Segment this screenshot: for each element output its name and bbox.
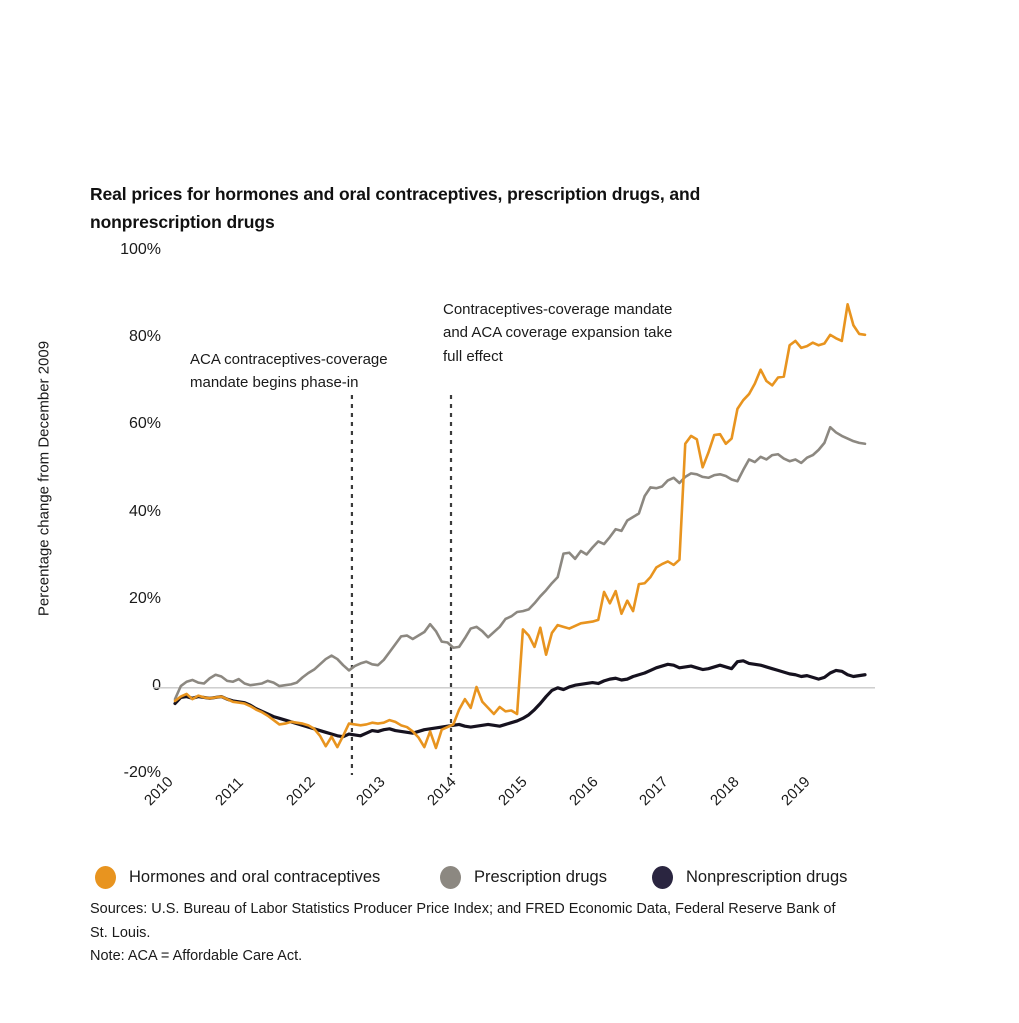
y-axis-title: Percentage change from December 2009: [35, 340, 53, 617]
note-line: Note: ACA = Affordable Care Act.: [90, 948, 303, 965]
x-tick-label: 2010: [141, 773, 177, 810]
legend-swatch-icon: [440, 866, 461, 889]
legend-item[interactable]: [652, 860, 847, 894]
x-tick-label: 2013: [353, 773, 389, 810]
legend-item[interactable]: [440, 860, 607, 894]
x-tick-label: 2017: [636, 773, 672, 810]
y-tick-label: 40%: [128, 502, 161, 520]
annotation-line: and ACA coverage expansion take: [443, 324, 673, 342]
page-title: Real prices for hormones and oral contraceptives, prescription drugs, and nonprescription drugs: [90, 184, 701, 233]
annotation-line: ACA contraceptives-coverage: [190, 351, 388, 368]
legend-swatch-icon: [652, 866, 673, 889]
x-tick-label: 2018: [707, 773, 743, 810]
y-tick-label: 20%: [128, 589, 161, 607]
x-tick-label: 2016: [565, 773, 602, 810]
legend-label: Nonprescription drugs: [686, 867, 848, 886]
annotation-line: full effect: [443, 347, 503, 365]
legend-item[interactable]: [95, 860, 380, 894]
legend-label: Prescription drugs: [474, 867, 607, 886]
x-tick-label: 2015: [494, 773, 531, 810]
x-tick-label: 2011: [211, 774, 247, 810]
legend-label: Hormones and oral contraceptives: [129, 867, 381, 886]
annotation-line: Contraceptives-coverage mandate: [443, 301, 673, 318]
footnotes: [90, 898, 890, 969]
annotation-line: mandate begins phase-in: [190, 374, 359, 392]
y-tick-label: 60%: [128, 415, 161, 433]
y-tick-label: 100%: [120, 241, 161, 258]
series-line: [175, 304, 865, 748]
x-tick-label: 2012: [282, 773, 319, 810]
legend-swatch-icon: [95, 866, 116, 889]
chart-legend: [95, 860, 915, 894]
y-tick-label: 80%: [128, 328, 161, 346]
x-tick-label: 2019: [777, 773, 814, 810]
y-tick-label: 0: [152, 676, 161, 694]
sources-line-2: St. Louis.: [90, 924, 151, 941]
y-tick-label: -20%: [123, 764, 161, 781]
x-tick-label: 2014: [424, 773, 460, 810]
sources-line-1: Sources: U.S. Bureau of Labor Statistics Producer Price Index; and FRED Economic Data, Federal Reserve Bank of: [90, 901, 836, 917]
